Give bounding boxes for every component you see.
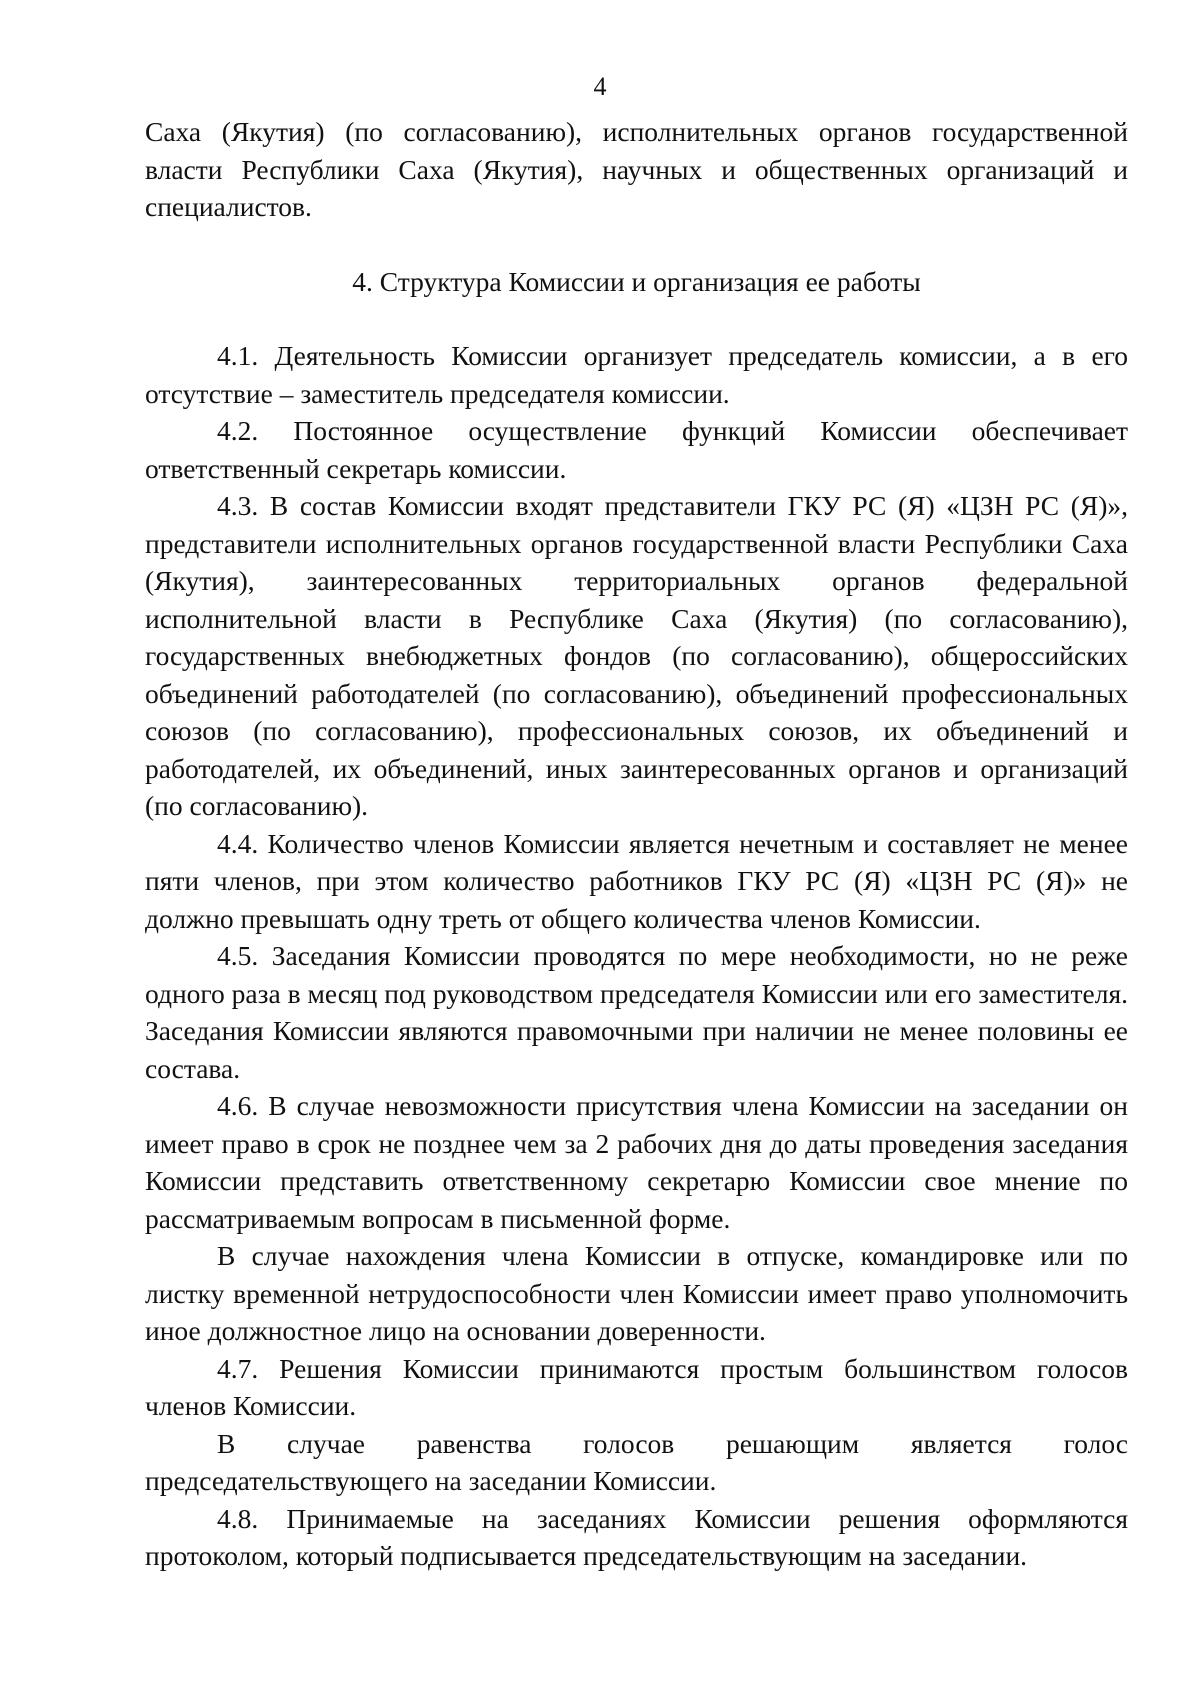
intro-paragraph: Саха (Якутия) (по согласованию), исполнительных органов государственной власти Республики Саха (Якутия), научных и общественных организаций и специалистов. — [145, 116, 1128, 222]
paragraph-4-6: 4.6. В случае невозможности присутствия члена Комиссии на заседании он имеет право в срок не позднее чем за 2 рабочих дня до даты проведения заседания Комиссии представить ответственному секретарю Комиссии свое мнение по рассматриваемым вопросам в письменной форме. — [145, 1090, 1128, 1234]
paragraph-4-2: 4.2. Постоянное осуществление функций Комиссии обеспечивает ответственный секретарь комиссии. — [145, 415, 1128, 484]
paragraph-4-8: 4.8. Принимаемые на заседаниях Комиссии решения оформляются протоколом, который подписывается председательствующим на заседании. — [145, 1502, 1128, 1571]
paragraph-4-1: 4.1. Деятельность Комиссии организует председатель комиссии, а в его отсутствие – заместитель председателя комиссии. — [145, 340, 1128, 409]
section-heading: 4. Структура Комиссии и организация ее работы — [352, 265, 921, 297]
paragraph-4-5: 4.5. Заседания Комиссии проводятся по мере необходимости, но не реже одного раза в месяц под руководством председателя Комиссии или его заместителя. Заседания Комиссии являются правомочными при наличии не менее половины ее состава. — [145, 940, 1128, 1084]
paragraph-4-4: 4.4. Количество членов Комиссии является нечетным и составляет не менее пяти членов, при этом количество работников ГКУ РС (Я) «ЦЗН РС (Я)» не должно превышать одну треть от общего количества членов Комиссии. — [145, 827, 1128, 934]
document-body — [145, 113, 1128, 1575]
paragraph-4-6-continued: В случае нахождения члена Комиссии в отпуске, командировке или по листку временной нетрудоспособности член Комиссии имеет право уполномочить иное должностное лицо на основании доверенности. — [145, 1240, 1128, 1346]
page-number: 4 — [593, 72, 607, 101]
paragraph-4-7-continued: В случае равенства голосов решающим является голос председательствующего на заседании Комиссии. — [145, 1427, 1128, 1496]
paragraph-4-3: 4.3. В состав Комиссии входят представители ГКУ РС (Я) «ЦЗН РС (Я)», представители исполнительных органов государственной власти Республики Саха (Якутия), заинтересованных территориальных органов федеральной исполнительной власти в Республике Саха (Якутия) (по согласованию), государственных внебюджетных фондов (по согласованию), общероссийских объединений работодателей (по согласованию), объединений профессиональных союзов (по согласованию), профессиональных союзов, их объединений и работодателей, их объединений, иных заинтересованных органов и организаций (по согласованию). — [145, 490, 1128, 821]
paragraph-4-7: 4.7. Решения Комиссии принимаются простым большинством голосов членов Комиссии. — [145, 1352, 1128, 1421]
